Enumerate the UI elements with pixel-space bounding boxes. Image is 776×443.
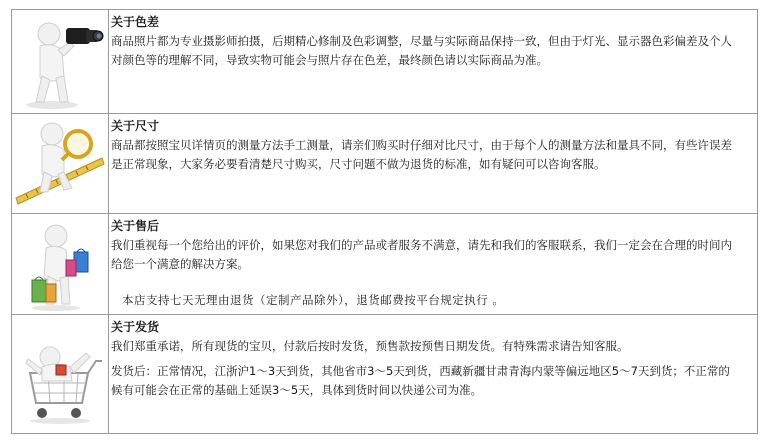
section-line: 发货后：正常情况，江浙沪1～3天到货，其他省市3～5天到货，西藏新疆甘肃青海内蒙等偏远地区5～7天到货；不正常的 (111, 364, 730, 378)
section-line: 给您一个满意的解决方案。 (111, 257, 249, 271)
section-line: 候有可能会在正常的基础上延误3～5天，具体到货时间以快递公司为准。 (111, 383, 483, 397)
section-title: 关于色差 (111, 15, 160, 29)
section-line: 对颜色等的理解不同，导致实物可能会与照片存在色差，最终颜色请以实际商品为准。 (111, 53, 548, 67)
section-text (110, 315, 757, 433)
section-color-difference (12, 10, 757, 113)
shopping-bags-figure-icon (12, 214, 109, 314)
magnifier-ruler-figure-icon (12, 114, 109, 213)
section-title: 关于尺寸 (111, 119, 160, 133)
section-shipping (12, 314, 757, 433)
info-table (11, 9, 758, 434)
section-line: 是正常现象，大家务必要看清楚尺寸购买，尺寸问题不做为退货的标准，如有疑问可以咨询客服。 (111, 157, 606, 171)
section-text (110, 10, 757, 113)
section-size (12, 113, 757, 213)
section-title: 关于售后 (111, 219, 160, 233)
section-line: 商品照片都为专业摄影师拍摄，后期精心修制及色彩调整，尽量与实际商品保持一致，但由于灯光、显示器色彩偏差及个人 (111, 34, 732, 48)
section-line: 我们重视每一个您给出的评价，如果您对我们的产品或者服务不满意，请先和我们的客服联系，我们一定会在合理的时间内 (111, 238, 732, 252)
section-title: 关于发货 (111, 320, 160, 334)
section-after-sales (12, 213, 757, 314)
section-line: 我们郑重承诺，所有现货的宝贝，付款后按时发货，预售款按预售日期发货。有特殊需求请告知客服。 (111, 339, 629, 353)
section-line: 商品都按照宝贝详情页的测量方法手工测量，请亲们购买时仔细对比尺寸，由于每个人的测量方法和量具不同，有些许误差 (111, 138, 732, 152)
section-text (110, 114, 757, 213)
photographer-figure-icon (12, 10, 109, 113)
return-policy-note: 本店支持七天无理由退货（定制产品除外），退货邮费按平台规定执行 。 (122, 293, 505, 307)
shopping-cart-figure-icon (12, 315, 109, 433)
